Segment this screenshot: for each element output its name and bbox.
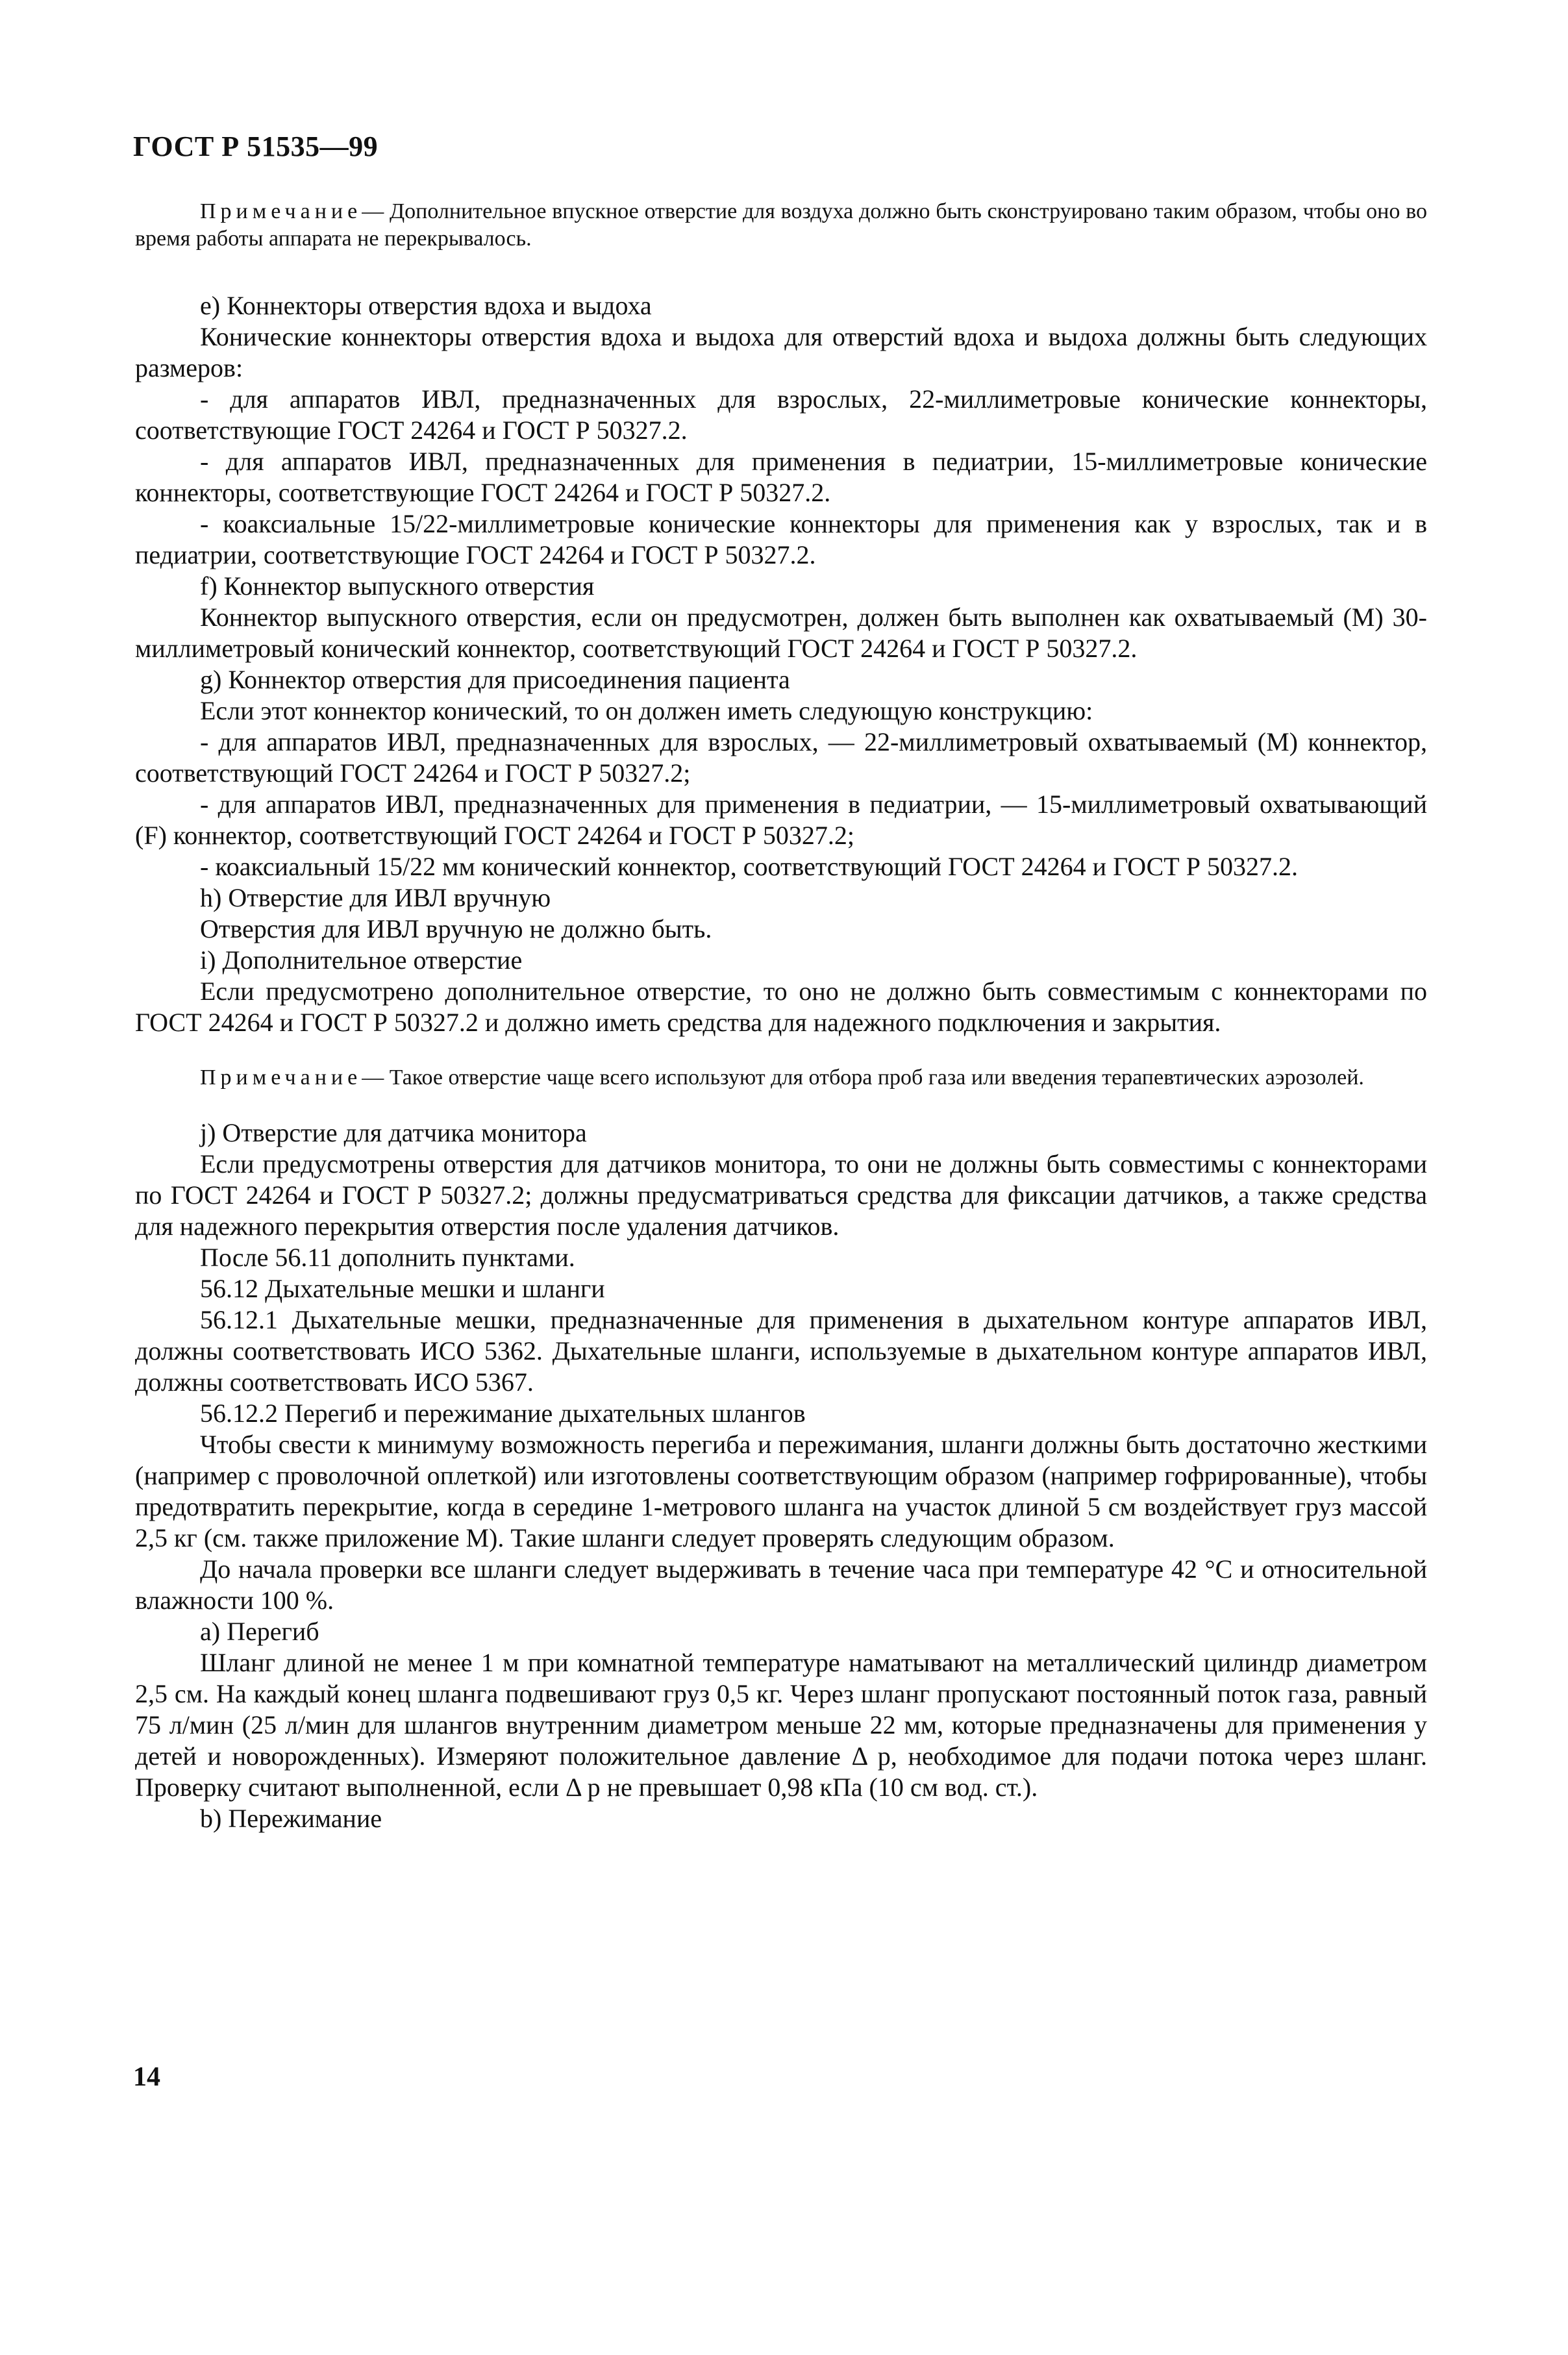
document-header: ГОСТ Р 51535—99: [133, 131, 379, 162]
item-j-heading: j) Отверстие для датчика монитора: [200, 1118, 587, 1147]
note-2: [135, 1064, 1427, 1091]
note-1: [135, 198, 1427, 253]
paragraph: Если этот коннектор конический, то он должен иметь следующую конструкцию:: [200, 696, 1093, 725]
paragraph: Если предусмотрено дополнительное отверстие, то оно не должно быть совместимым с коннекторами по ГОСТ 24264 и ГОСТ Р 50327.2 и должно иметь средства для надежного подключения и закрытия.: [135, 977, 1427, 1037]
note-label: Примечание: [200, 1065, 362, 1090]
paragraph: Шланг длиной не менее 1 м при комнатной температуре наматывают на металлический цилиндр диаметром 2,5 см. На каждый конец шланга подвешивают груз 0,5 кг. Через шланг пропускают постоянный поток газа, равный 75 л/мин (25 л/мин для шлангов внутренним диаметром меньше 22 мм, которые предназначены для применения у детей и новорожденных). Измеряют положительное давление Δ p, необходимое для подачи потока через шланг. Проверку считают выполненной, если Δ p не превышает 0,98 кПа (10 см вод. ст.).: [135, 1648, 1427, 1802]
item-f-heading: f) Коннектор выпускного отверстия: [200, 571, 595, 601]
section-heading-56-12: 56.12 Дыхательные мешки и шланги: [200, 1274, 605, 1303]
list-item: - коаксиальный 15/22 мм конический коннектор, соответствующий ГОСТ 24264 и ГОСТ Р 50327.2.: [200, 852, 1298, 881]
note-text: — Дополнительное впускное отверстие для воздуха должно быть сконструировано таким образом, чтобы оно во время работы аппарата не перекрывалось.: [135, 199, 1427, 251]
section-heading-56-12-2: 56.12.2 Перегиб и пережимание дыхательных шлангов: [200, 1399, 806, 1428]
paragraph: Чтобы свести к минимуму возможность перегиба и пережимания, шланги должны быть достаточно жесткими (например с проволочной оплеткой) или изготовлены соответствующим образом (например гофрированные), чтобы предотвратить перекрытие, когда в середине 1-метрового шланга на участок длиной 5 см воздействует груз массой 2,5 кг (см. также приложение М). Такие шланги следует проверять следующим образом.: [135, 1430, 1427, 1552]
paragraph: После 56.11 дополнить пунктами.: [200, 1243, 575, 1272]
page-number: 14: [133, 2062, 160, 2092]
page-body: [135, 198, 1427, 1834]
list-item: - для аппаратов ИВЛ, предназначенных для применения в педиатрии, — 15-миллиметровый охватывающий (F) коннектор, соответствующий ГОСТ 24264 и ГОСТ Р 50327.2;: [135, 790, 1427, 850]
list-item: - для аппаратов ИВЛ, предназначенных для взрослых, — 22-миллиметровый охватываемый (М) коннектор, соответствующий ГОСТ 24264 и ГОСТ Р 50327.2;: [135, 727, 1427, 788]
paragraph: Коннектор выпускного отверстия, если он предусмотрен, должен быть выполнен как охватываемый (М) 30-миллиметровый конический коннектор, соответствующий ГОСТ 24264 и ГОСТ Р 50327.2.: [135, 603, 1427, 663]
list-item: - для аппаратов ИВЛ, предназначенных для применения в педиатрии, 15-миллиметровые конические коннекторы, соответствующие ГОСТ 24264 и ГОСТ Р 50327.2.: [135, 447, 1427, 507]
item-i-heading: i) Дополнительное отверстие: [200, 945, 523, 975]
list-item: - для аппаратов ИВЛ, предназначенных для взрослых, 22-миллиметровые конические коннекторы, соответствующие ГОСТ 24264 и ГОСТ Р 50327.2.: [135, 384, 1427, 445]
item-b-heading: b) Пережимание: [200, 1804, 382, 1833]
item-e-heading: е) Коннекторы отверстия вдоха и выдоха: [200, 291, 652, 320]
note-text: — Такое отверстие чаще всего используют для отбора проб газа или введения терапевтических аэрозолей.: [362, 1065, 1364, 1090]
item-a-heading: а) Перегиб: [200, 1617, 319, 1646]
item-g-heading: g) Коннектор отверстия для присоединения пациента: [200, 665, 790, 694]
list-item: - коаксиальные 15/22-миллиметровые конические коннекторы для применения как у взрослых, так и в педиатрии, соответствующие ГОСТ 24264 и ГОСТ Р 50327.2.: [135, 509, 1427, 569]
paragraph: Если предусмотрены отверстия для датчиков монитора, то они не должны быть совместимы с коннекторами по ГОСТ 24264 и ГОСТ Р 50327.2; должны предусматриваться средства для фиксации датчиков, а также средства для надежного перекрытия отверстия после удаления датчиков.: [135, 1149, 1427, 1241]
note-label: Примечание: [200, 199, 362, 223]
item-h-heading: h) Отверстие для ИВЛ вручную: [200, 883, 551, 912]
paragraph: Отверстия для ИВЛ вручную не должно быть.: [200, 914, 712, 943]
paragraph: До начала проверки все шланги следует выдерживать в течение часа при температуре 42 °С и относительной влажности 100 %.: [135, 1554, 1427, 1615]
paragraph: 56.12.1 Дыхательные мешки, предназначенные для применения в дыхательном контуре аппаратов ИВЛ, должны соответствовать ИСО 5362. Дыхательные шланги, используемые в дыхательном контуре аппаратов ИВЛ, должны соответствовать ИСО 5367.: [135, 1305, 1427, 1397]
paragraph: Конические коннекторы отверстия вдоха и выдоха для отверстий вдоха и выдоха должны быть следующих размеров:: [135, 322, 1427, 382]
